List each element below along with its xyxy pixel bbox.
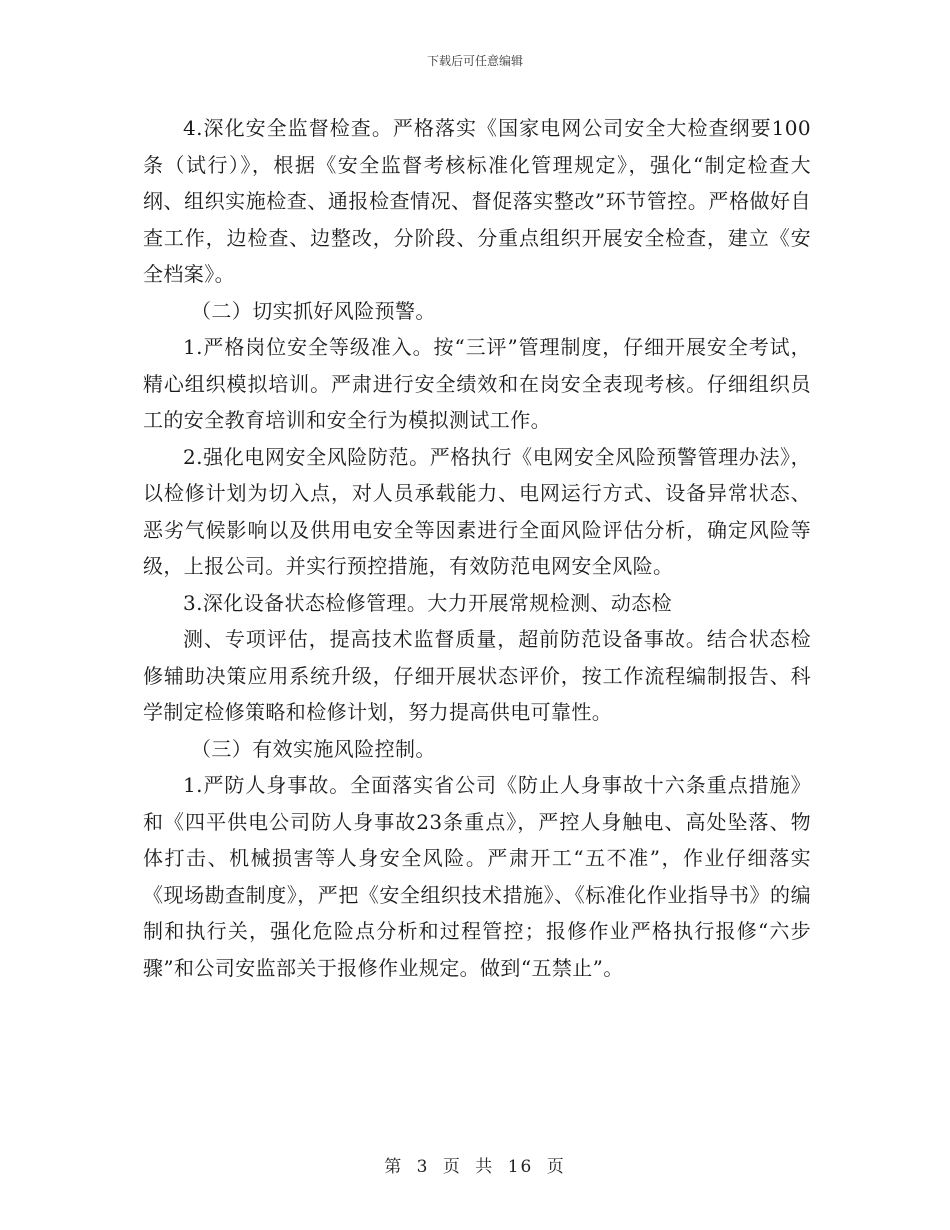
section-heading-risk-warning: （二）切实抓好风险预警。 xyxy=(191,298,436,323)
paragraph-personal-accident-prevention: 1.严防人身事故。全面落实省公司《防止人身事故十六条重点措施》和《四平供电公司防人身事故23条重点》，严控人身触电、高处坠落、物体打击、机械损害等人身安全风险。严肃开工“五不准”，作业仔细落实《现场勘查制度》，严把《安全组织技术措施》、《标准化作业指导书》的编制和执行关，强化危险点分析和过程管控；报修作业严格执行报修“六步骤”和公司安监部关于报修作业规定。做到“五禁止”。 xyxy=(143,773,811,980)
section-heading-risk-control: （三）有效实施风险控制。 xyxy=(191,736,436,761)
paragraph-condition-maintenance-cont: 测、专项评估，提高技术监督质量，超前防范设备事故。结合状态检修辅助决策应用系统升级，仔细开展状态评价，按工作流程编制报告、科学制定检修策略和检修计划，努力提高供电可靠性。 xyxy=(143,627,811,724)
paragraph-grid-risk-prevention: 2.强化电网安全风险防范。严格执行《电网安全风险预警管理办法》，以检修计划为切入点，对人员承载能力、电网运行方式、设备异常状态、恶劣气候影响以及供用电安全等因素进行全面风险评估分析，确定风险等级，上报公司。并实行预控措施，有效防范电网安全风险。 xyxy=(143,444,811,578)
paragraph-supervision-inspection: 4.深化安全监督检查。严格落实《国家电网公司安全大检查纲要100条（试行）》，根据《安全监督考核标准化管理规定》，强化“制定检查大纲、组织实施检查、通报检查情况、督促落实整改”环节管控。严格做好自查工作，边检查、边整改，分阶段、分重点组织开展安全检查，建立《安全档案》。 xyxy=(143,116,811,286)
page-header: 下载后可任意编辑 xyxy=(426,54,523,68)
paragraph-job-safety-access: 1.严格岗位安全等级准入。按“三评”管理制度，仔细开展安全考试，精心组织模拟培训。严肃进行安全绩效和在岗安全表现考核。仔细组织员工的安全教育培训和安全行为模拟测试工作。 xyxy=(143,335,811,432)
paragraph-condition-maintenance-start: 3.深化设备状态检修管理。大力开展常规检测、动态检 xyxy=(183,590,673,615)
page-number-footer: 第 3 页 共 16 页 xyxy=(384,1157,566,1177)
document-body xyxy=(143,110,811,986)
